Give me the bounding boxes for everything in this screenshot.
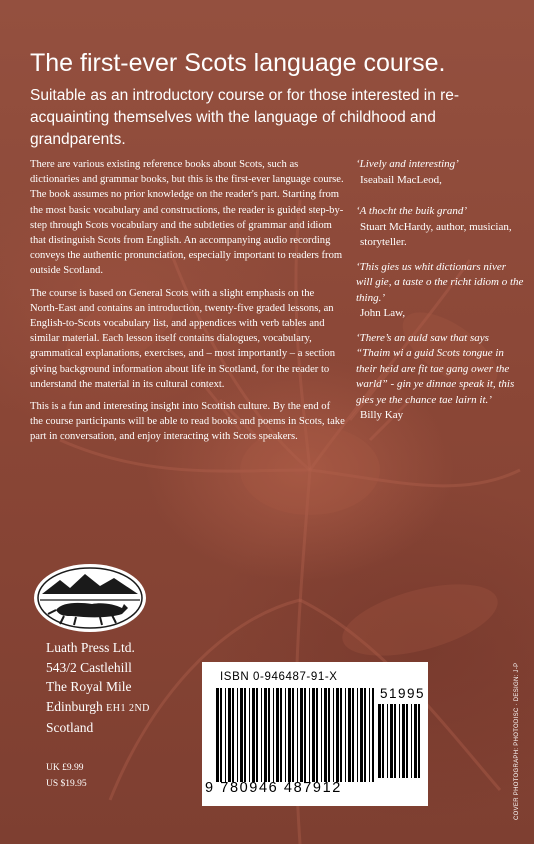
cover-credit: COVER PHOTOGRAPH: PHOTODISC · DESIGN: J-P	[514, 662, 520, 820]
review-quote	[356, 204, 524, 251]
barcode-bar	[394, 704, 396, 778]
barcode-bar	[237, 688, 238, 782]
barcode-bar	[304, 688, 306, 782]
barcode-bar	[324, 688, 327, 782]
barcode-bar	[364, 688, 366, 782]
barcode-bar	[321, 688, 322, 782]
address-area: The Royal Mile	[46, 679, 132, 694]
barcode-bar	[414, 704, 417, 778]
barcode-bar	[261, 688, 262, 782]
address-street: 543/2 Castlehill	[46, 659, 132, 675]
barcode-bar	[240, 688, 243, 782]
barcode-panel	[202, 662, 428, 806]
quote-text: ‘A thocht the buik grand’	[356, 205, 467, 217]
address-postcode: EH1 2ND	[106, 702, 150, 714]
price-us: US $19.95	[46, 779, 87, 789]
subhead: Suitable as an introductory course or for those interested in re-acquainting themselves with the language of childhood and grandparents.	[30, 87, 460, 148]
barcode-bar	[387, 704, 388, 778]
headline: The first-ever Scots language course.	[30, 49, 446, 77]
address-city: Edinburgh	[46, 698, 103, 714]
ean-digits: 9 780946 487912	[205, 780, 342, 796]
barcode-bar	[406, 704, 408, 778]
description-column	[30, 157, 345, 452]
review-quote	[356, 331, 524, 424]
quote-text: ‘This gies us whit dictionars niver will gie, a taste o the richt idiom o the thing.’	[356, 260, 524, 304]
barcode-bar	[268, 688, 270, 782]
prices	[46, 760, 87, 792]
publisher-address	[46, 638, 150, 738]
barcode-bar	[249, 688, 250, 782]
quote-author: John Law,	[360, 307, 406, 319]
quote-author: Iseabail MacLeod,	[360, 173, 442, 186]
barcode-bar	[264, 688, 267, 782]
description-paragraph: The course is based on General Scots with a slight emphasis on the North-East and contains an introduction, twenty-five graded lessons, an English-to-Scots vocabulary list, and appendices with verb tables and similar material. Each lesson itself contains dialogues, vocabulary, grammatical explanations, exercises, and – most importantly – a section giving background information about life in Scotland, for the reader to understand the material in its cultural context.	[30, 287, 336, 390]
barcode-bar	[418, 704, 420, 778]
barcode-bar	[402, 704, 405, 778]
barcode-bar	[309, 688, 310, 782]
ean-barcode	[216, 688, 374, 784]
barcode-bar	[232, 688, 234, 782]
quote-author: Stuart McHardy, author, musician, storyteller.	[360, 220, 512, 248]
barcode-bar	[220, 688, 222, 782]
barcode-bar	[348, 688, 351, 782]
barcode-bar	[244, 688, 246, 782]
price-uk: UK £9.99	[46, 763, 84, 773]
description-paragraph: This is a fun and interesting insight into Scottish culture. By the end of the course participants will be able to read books and poems in Scots, take part in conversation, and enjoy interacting with Scots speakers.	[30, 401, 345, 443]
barcode-bar	[288, 688, 291, 782]
barcode-bar	[252, 688, 255, 782]
quote-author: Billy Kay	[360, 409, 404, 421]
barcode-bar	[390, 704, 393, 778]
barcode-bar	[345, 688, 346, 782]
barcode-bar	[280, 688, 282, 782]
barcode-bar	[225, 688, 226, 782]
barcode-bar	[312, 688, 315, 782]
barcode-bar	[328, 688, 330, 782]
barcode-bar	[297, 688, 298, 782]
barcode-bar	[316, 688, 318, 782]
quote-text: ‘Lively and interesting’	[356, 158, 459, 170]
barcode-bar	[372, 688, 374, 782]
barcode-bar	[292, 688, 294, 782]
barcode-bar	[336, 688, 339, 782]
barcode-bar	[285, 688, 286, 782]
barcode-bar	[369, 688, 370, 782]
barcode-bar	[399, 704, 400, 778]
barcode-bar	[378, 704, 381, 778]
barcode-bar	[357, 688, 358, 782]
barcode-supplement-digits: 51995	[380, 686, 426, 701]
address-city-line	[46, 697, 150, 719]
review-quote	[356, 157, 524, 188]
quote-text: ‘There’s an auld saw that says “Thaim wi a guid Scots tongue in their heid are fit tae gang ower the warld” - gin ye dinnae speak it, this gies ye the chance tae lairn it.’	[356, 331, 515, 406]
barcode-bar	[340, 688, 342, 782]
review-quote	[356, 260, 524, 322]
isbn-label: ISBN 0-946487-91-X	[220, 671, 338, 683]
barcode-bar	[411, 704, 412, 778]
barcode-bar	[300, 688, 303, 782]
barcode-bar	[228, 688, 231, 782]
barcode-bar	[352, 688, 354, 782]
barcode-bar	[256, 688, 258, 782]
review-quotes	[356, 157, 524, 433]
description-paragraph: There are various existing reference books about Scots, such as dictionaries and grammar books, but this is the first-ever language course. The book assumes no prior knowledge on the reader's part. Starting from the most basic vocabulary and constructions, the reader is guided step-by-step through Scots vocabulary and the subtleties of grammar and idiom that distinguish Scots from English. An accompanying audio recording conveys the authentic pronunciation, especially important to readers from outside Scotland.	[30, 159, 344, 277]
barcode-bar	[216, 688, 219, 782]
luath-press-logo	[30, 560, 150, 636]
publisher-name: Luath Press Ltd.	[46, 640, 135, 655]
supplement-barcode	[378, 704, 424, 778]
barcode-bar	[360, 688, 363, 782]
barcode-bar	[273, 688, 274, 782]
address-country: Scotland	[46, 720, 94, 735]
barcode-bar	[276, 688, 279, 782]
barcode-bar	[382, 704, 384, 778]
barcode-bar	[333, 688, 334, 782]
